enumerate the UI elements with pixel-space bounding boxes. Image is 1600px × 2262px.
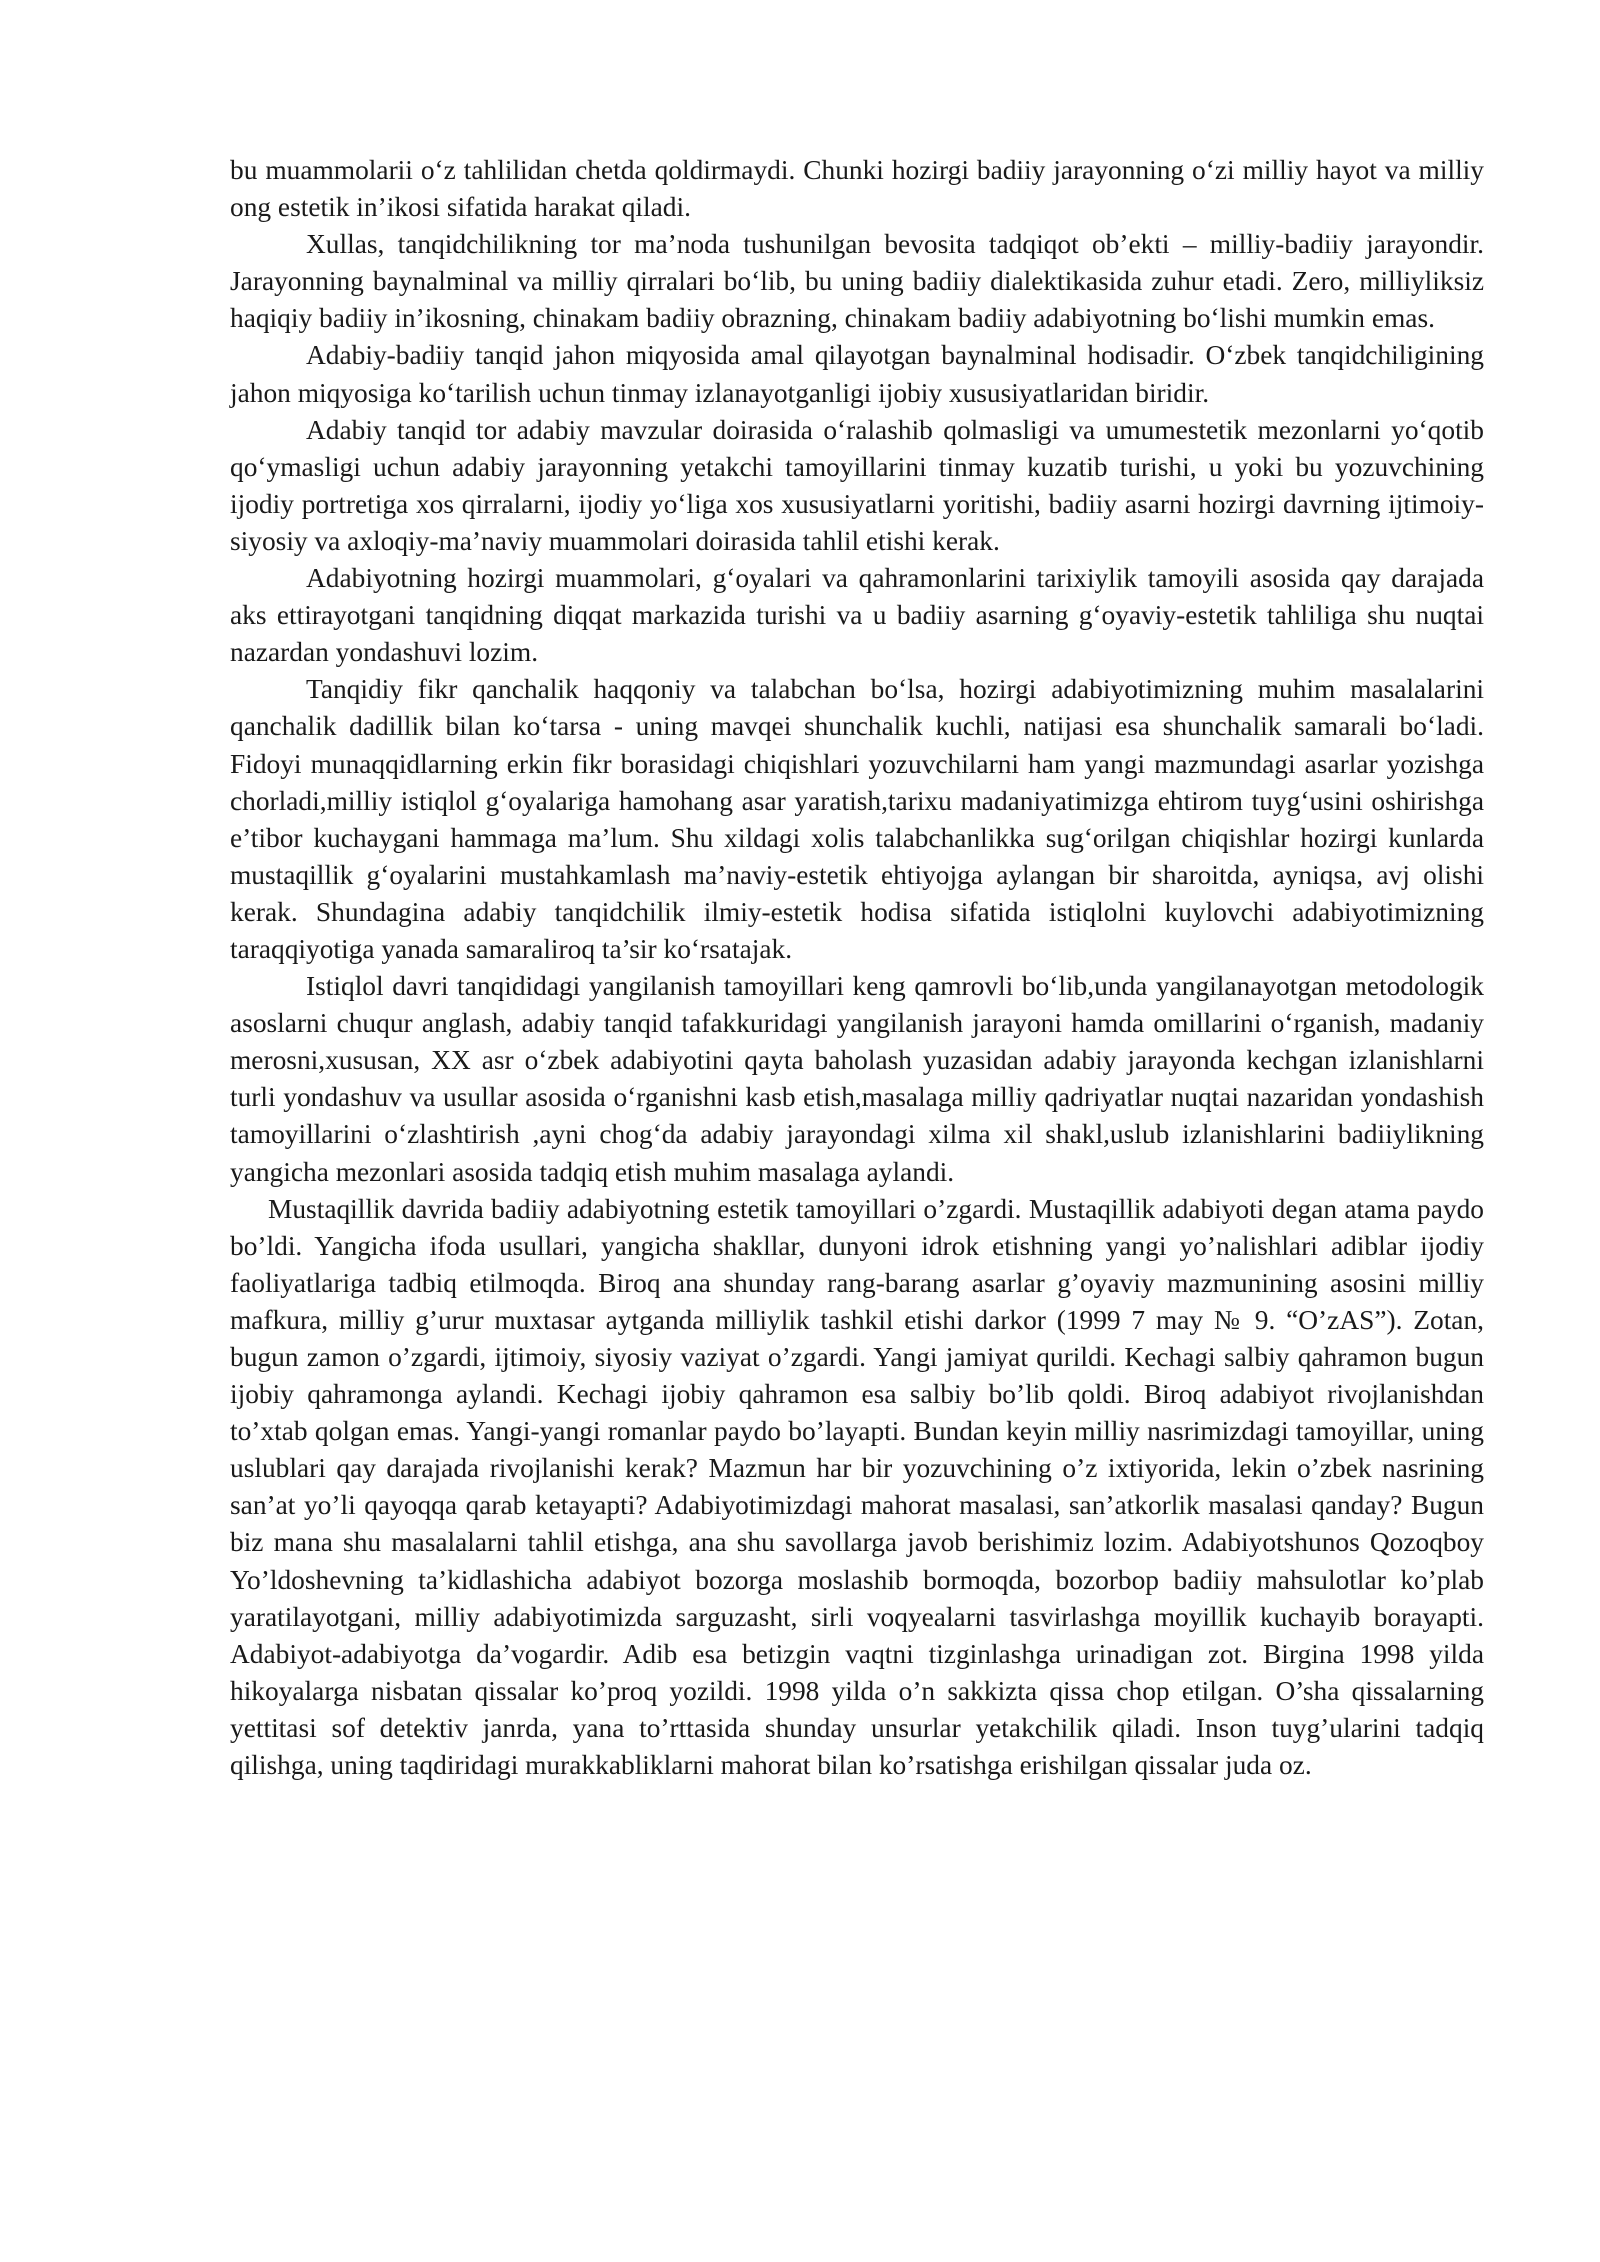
document-body [230, 152, 1484, 1784]
paragraph-5: Adabiyotning hozirgi muammolari, g‘oyalari va qahramonlarini tarixiylik tamoyili asosida qay darajada aks ettirayotgani tanqidning diqqat markazida turishi va u badiiy asarning g‘oyaviy-estetik tahliliga shu nuqtai nazardan yondashuvi lozim. [230, 563, 1484, 668]
paragraph-4: Adabiy tanqid tor adabiy mavzular doirasida o‘ralashib qolmasligi va umumestetik mezonlarni yo‘qotib qo‘ymasligi uchun adabiy jarayonning yetakchi tamoyillarini tinmay kuzatib turishi, u yoki bu yozuvchining ijodiy portretiga xos qirralarni, ijodiy yo‘liga xos xususiyatlarni yoritishi, badiiy asarni hozirgi davrning ijtimoiy-siyosiy va axloqiy-ma’naviy muammolari doirasida tahlil etishi kerak. [230, 414, 1484, 556]
paragraph-6: Tanqidiy fikr qanchalik haqqoniy va talabchan bo‘lsa, hozirgi adabiyotimizning muhim masalalarini qanchalik dadillik bilan ko‘tarsa - uning mavqei shunchalik kuchli, natijasi esa shunchalik samarali bo‘ladi. Fidoyi munaqqidlarning erkin fikr borasidagi chiqishlari yozuvchilarni ham yangi mazmundagi asarlar yozishga chorladi,milliy istiqlol g‘oyalariga hamohang asar yaratish,tarixu madaniyatimizga ehtirom tuyg‘usini oshirishga e’tibor kuchaygani hammaga ma’lum. Shu xildagi xolis talabchanlikka sug‘orilgan chiqishlar hozirgi kunlarda mustaqillik g‘oyalarini mustahkamlash ma’naviy-estetik ehtiyojga aylangan bir sharoitda, ayniqsa, avj olishi kerak. Shundagina adabiy tanqidchilik ilmiy-estetik hodisa sifatida istiqlolni kuylovchi adabiyotimizning taraqqiyotiga yanada samaraliroq ta’sir ko‘rsatajak. [230, 674, 1484, 964]
paragraph-1: bu muammolarii o‘z tahlilidan chetda qoldirmaydi. Chunki hozirgi badiiy jarayonning o‘zi milliy hayot va milliy ong estetik in’ikosi sifatida harakat qiladi. [230, 155, 1484, 223]
paragraph-2: Xullas, tanqidchilikning tor ma’noda tushunilgan bevosita tadqiqot ob’ekti – milliy-badiiy jarayondir. Jarayonning baynalminal va milliy qirralari bo‘lib, bu uning badiiy dialektikasida zuhur etadi. Zero, milliyliksiz haqiqiy badiiy in’ikosning, chinakam badiiy obrazning, chinakam badiiy adabiyotning bo‘lishi mumkin emas. [230, 229, 1484, 334]
paragraph-7: Istiqlol davri tanqididagi yangilanish tamoyillari keng qamrovli bo‘lib,unda yangilanayotgan metodologik asoslarni chuqur anglash, adabiy tanqid tafakkuridagi yangilanish jarayoni hamda omillarini o‘rganish, madaniy merosni,xususan, XX asr o‘zbek adabiyotini qayta baholash yuzasidan adabiy jarayonda kechgan izlanishlarni turli yondashuv va usullar asosida o‘rganishni kasb etish,masalaga milliy qadriyatlar nuqtai nazaridan yondashish tamoyillarini o‘zlashtirish ,ayni chog‘da adabiy jarayondagi xilma xil shakl,uslub izlanishlarini badiiylikning yangicha mezonlari asosida tadqiq etish muhim masalaga aylandi. [230, 971, 1484, 1187]
paragraph-8: Mustaqillik davrida badiiy adabiyotning estetik tamoyillari o’zgardi. Mustaqillik adabiyoti degan atama paydo bo’ldi. Yangicha ifoda usullari, yangicha shakllar, dunyoni idrok etishning yangi yo’nalishlari adiblar ijodiy faoliyatlariga tadbiq etilmoqda. Biroq ana shunday rang-barang asarlar g’oyaviy mazmunining asosini milliy mafkura, milliy g’urur muxtasar aytganda milliylik tashkil etishi darkor (1999 7 may № 9. “O’zAS”). Zotan, bugun zamon o’zgardi, ijtimoiy, siyosiy vaziyat o’zgardi. Yangi jamiyat qurildi. Kechagi salbiy qahramon bugun ijobiy qahramonga aylandi. Kechagi ijobiy qahramon esa salbiy bo’lib qoldi. Biroq adabiyot rivojlanishdan to’xtab qolgan emas. Yangi-yangi romanlar paydo bo’layapti. Bundan keyin milliy nasrimizdagi tamoyillar, uning uslublari qay darajada rivojlanishi kerak? Mazmun har bir yozuvchining o’z ixtiyorida, lekin o’zbek nasrining san’at yo’li qayoqqa qarab ketayapti? Adabiyotimizdagi mahorat masalasi, san’atkorlik masalasi qanday? Bugun biz mana shu masalalarni tahlil etishga, ana shu savollarga javob berishimiz lozim. Adabiyotshunos Qozoqboy Yo’ldoshevning ta’kidlashicha adabiyot bozorga moslashib bormoqda, bozorbop badiiy mahsulotlar ko’plab yaratilayotgani, milliy adabiyotimizda sarguzasht, sirli voqyealarni tasvirlashga moyillik kuchayib borayapti. Adabiyot-adabiyotga da’vogardir. Adib esa betizgin vaqtni tizginlashga urinadigan zot. Birgina 1998 yilda hikoyalarga nisbatan qissalar ko’proq yozildi. 1998 yilda o’n sakkizta qissa chop etilgan. O’sha qissalarning yettitasi sof detektiv janrda, yana to’rttasida shunday unsurlar yetakchilik qiladi. Inson tuyg’ularini tadqiq qilishga, uning taqdiridagi murakkabliklarni mahorat bilan ko’rsatishga erishilgan qissalar juda oz. [230, 1193, 1484, 1781]
paragraph-3: Adabiy-badiiy tanqid jahon miqyosida amal qilayotgan baynalminal hodisadir. O‘zbek tanqidchiligining jahon miqyosiga ko‘tarilish uchun tinmay izlanayotganligi ijobiy xususiyatlaridan biridir. [230, 340, 1484, 408]
